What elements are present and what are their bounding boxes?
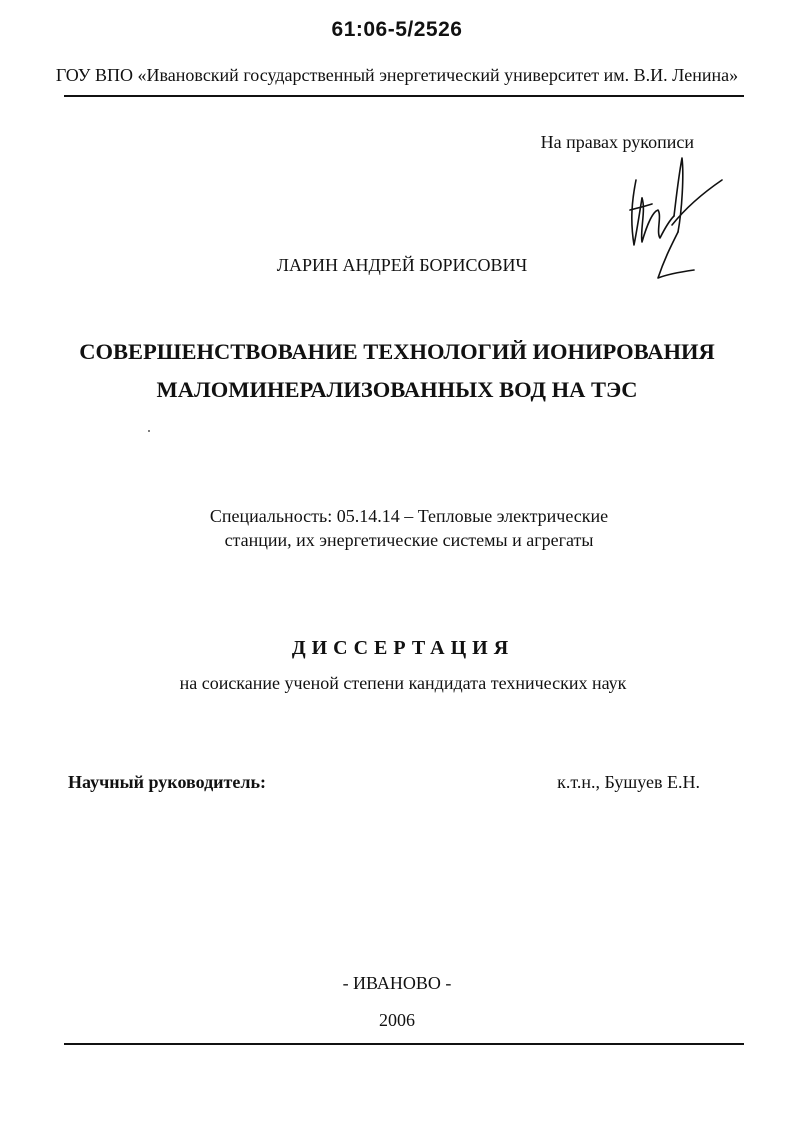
city: - ИВАНОВО - [342,973,452,993]
dissertation-title [0,333,794,409]
specialty-line-1: Специальность: 05.14.14 – Тепловые электрические [209,506,609,526]
title-line-1: СОВЕРШЕНСТВОВАНИЕ ТЕХНОЛОГИЙ ИОНИРОВАНИЯ [79,339,715,364]
registration-number: 61:06-5/2526 [331,18,463,41]
title-line-2: МАЛОМИНЕРАЛИЗОВАННЫХ ВОД НА ТЭС [156,377,638,402]
year: 2006 [379,1010,415,1030]
institution-name: ГОУ ВПО «Ивановский государственный энергетический университет им. В.И. Ленина» [55,65,739,85]
manuscript-note: На правах рукописи [540,132,694,152]
specialty [0,504,794,552]
footer-divider [64,1043,744,1045]
supervisor-label: Научный руководитель: [68,772,266,792]
supervisor-name: к.т.н., Бушуев Е.Н. [557,772,700,792]
scan-speck [148,430,150,432]
document-type: ДИССЕРТАЦИЯ [291,637,515,659]
degree-statement: на соискание ученой степени кандидата технических наук [179,673,627,693]
header-divider [64,95,744,97]
author-name: ЛАРИН АНДРЕЙ БОРИСОВИЧ [276,255,528,275]
specialty-line-2: станции, их энергетические системы и агрегаты [224,530,594,550]
